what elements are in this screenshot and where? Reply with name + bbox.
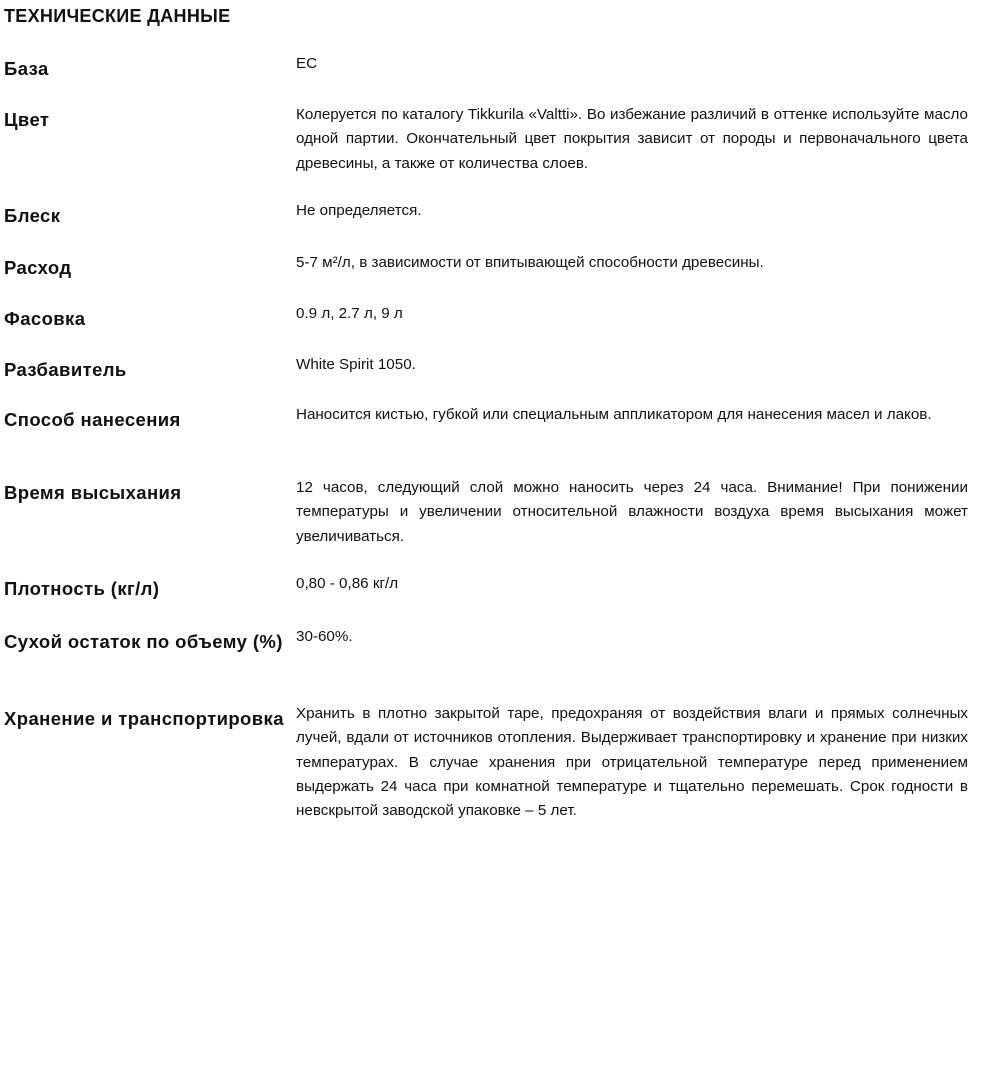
spec-value: 30-60%. (296, 628, 353, 645)
page-title: ТЕХНИЧЕСКИЕ ДАННЫЕ (4, 6, 231, 26)
spec-row-gloss (4, 203, 968, 255)
spec-value: Хранить в плотно закрытой таре, предохраняя от воздействия влаги и прямых солнечных лучей, вдали от источников отопления. Выдерживает транспортировку и хранение при низких температурах. В случае хранения при отрицательной температуре перед применением выдержать 24 часа при комнатной температуре и тщательно перемешать. Срок годности в невскрытой заводской упаковке – 5 лет. (296, 705, 968, 820)
spec-label: Фасовка (4, 308, 86, 329)
spec-row-base (4, 56, 968, 107)
spec-label: Плотность (кг/л) (4, 578, 160, 599)
spec-row-dry-residue (4, 629, 968, 706)
spec-row-storage (4, 706, 968, 866)
spec-row-consumption (4, 255, 968, 306)
spec-row-application (4, 407, 968, 480)
spec-label: Блеск (4, 205, 61, 226)
spec-label: База (4, 58, 49, 79)
spec-value: White Spirit 1050. (296, 356, 416, 373)
spec-row-color (4, 107, 968, 203)
spec-value: Колеруется по каталогу Tikkurila «Valtti». Во избежание различий в оттенке используйте масло одной партии. Окончательный цвет покрытия зависит от породы и первоначального цвета древесины, а также от количества слоев. (296, 106, 968, 172)
spec-table (4, 56, 968, 866)
spec-row-thinner (4, 357, 968, 407)
spec-label: Разбавитель (4, 359, 127, 380)
spec-value: 0.9 л, 2.7 л, 9 л (296, 305, 403, 322)
spec-label: Время высыхания (4, 482, 182, 503)
spec-label: Способ нанесения (4, 409, 181, 430)
spec-row-drying (4, 480, 968, 576)
spec-label: Цвет (4, 109, 50, 130)
spec-row-packaging (4, 306, 968, 357)
spec-value: 5-7 м²/л, в зависимости от впитывающей способности древесины. (296, 254, 764, 271)
spec-value: Наносится кистью, губкой или специальным аппликатором для нанесения масел и лаков. (296, 406, 932, 423)
spec-value: 12 часов, следующий слой можно наносить через 24 часа. Внимание! При понижении температуры и увеличении относительной влажности воздуха время высыхания может увеличиваться. (296, 479, 968, 545)
spec-value: 0,80 - 0,86 кг/л (296, 575, 399, 592)
spec-label: Сухой остаток по объему (%) (4, 631, 283, 652)
spec-value: Не определяется. (296, 202, 422, 219)
spec-value: EC (296, 55, 318, 72)
spec-row-density (4, 576, 968, 629)
spec-label: Хранение и транспортировка (4, 708, 284, 729)
spec-label: Расход (4, 257, 72, 278)
